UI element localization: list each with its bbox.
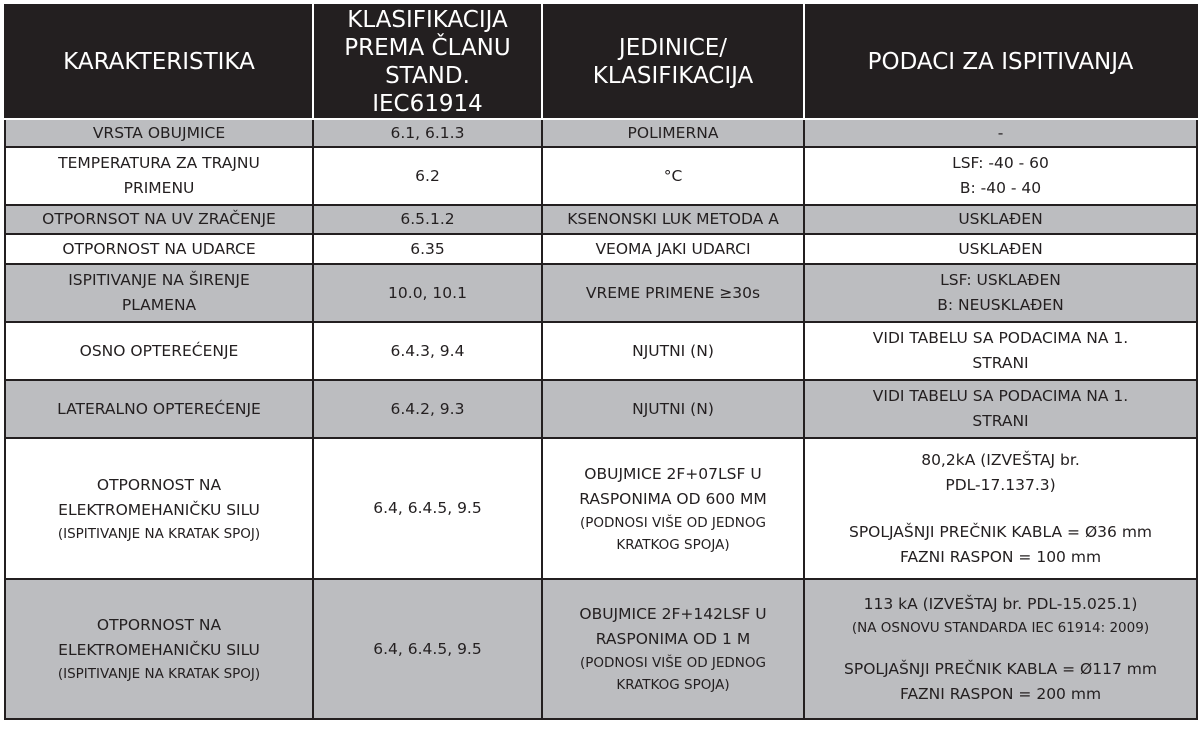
clause-cell: 6.35 xyxy=(313,234,542,264)
characteristic-text: PLAMENA xyxy=(121,296,197,314)
header-clause: KLASIFIKACIJA PREMA ČLANU STAND. IEC61914 xyxy=(313,5,542,119)
characteristic-text: OTPORNSOT NA UV ZRAČENJE xyxy=(42,210,276,228)
data-text: B: NEUSKLAĐEN xyxy=(937,296,1064,314)
data-text: 113 kA (IZVEŠTAJ br. PDL-15.025.1) xyxy=(863,594,1138,613)
characteristic-cell xyxy=(5,119,313,147)
data-extra-text: FAZNI RASPON = 100 mm xyxy=(899,547,1102,566)
characteristic-text: ELEKTROMEHANIČKU SILU xyxy=(58,500,260,519)
data-text: - xyxy=(997,123,1004,142)
data-text: STRANI xyxy=(972,354,1029,372)
clause-cell: 6.4.3, 9.4 xyxy=(313,322,542,380)
unit-text: VREME PRIMENE ≥30s xyxy=(585,283,761,302)
data-cell xyxy=(804,119,1197,147)
characteristic-cell xyxy=(5,380,313,438)
characteristic-cell xyxy=(5,264,313,322)
unit-cell xyxy=(542,579,804,719)
unit-cell xyxy=(542,264,804,322)
characteristic-cell xyxy=(5,322,313,380)
data-cell xyxy=(804,234,1197,264)
unit-cell xyxy=(542,234,804,264)
unit-note: KRATKOG SPOJA) xyxy=(616,536,730,553)
data-text: 80,2kA (IZVEŠTAJ br. xyxy=(921,450,1080,469)
unit-note: (PODNOSI VIŠE OD JEDNOG xyxy=(579,514,766,531)
header-unit: JEDINICE/ KLASIFIKACIJA xyxy=(542,5,804,119)
clause-cell: 6.4, 6.4.5, 9.5 xyxy=(313,438,542,579)
data-text: PDL-17.137.3) xyxy=(945,475,1056,494)
specification-table xyxy=(4,4,1198,720)
clause-cell: 6.2 xyxy=(313,147,542,205)
characteristic-text: ISPITIVANJE NA ŠIRENJE xyxy=(68,271,250,289)
characteristic-text: OSNO OPTEREĆENJE xyxy=(79,341,239,360)
data-extra-text: SPOLJAŠNJI PREČNIK KABLA = Ø117 mm xyxy=(844,659,1157,678)
unit-text: OBUJMICE 2F+07LSF U xyxy=(584,464,762,483)
data-text: LSF: USKLAĐEN xyxy=(940,271,1061,289)
characteristic-cell xyxy=(5,438,313,579)
characteristic-text: OTPORNOST NA xyxy=(96,616,222,634)
characteristic-note: (ISPITIVANJE NA KRATAK SPOJ) xyxy=(57,666,261,682)
unit-cell xyxy=(542,438,804,579)
characteristic-text: PRIMENU xyxy=(123,179,195,197)
characteristic-cell xyxy=(5,205,313,234)
data-text: USKLAĐEN xyxy=(958,239,1043,258)
data-text: VIDI TABELU SA PODACIMA NA 1. xyxy=(872,329,1129,347)
data-text: VIDI TABELU SA PODACIMA NA 1. xyxy=(872,387,1129,405)
unit-note: (PODNOSI VIŠE OD JEDNOG xyxy=(579,655,766,671)
spacer xyxy=(809,639,1192,657)
unit-cell xyxy=(542,322,804,380)
data-text: STRANI xyxy=(972,412,1029,430)
unit-cell xyxy=(542,147,804,205)
data-extra-text: SPOLJAŠNJI PREČNIK KABLA = Ø36 mm xyxy=(848,522,1153,541)
characteristic-cell xyxy=(5,579,313,719)
unit-cell xyxy=(542,380,804,438)
data-cell xyxy=(804,264,1197,322)
unit-text: NJUTNI (N) xyxy=(632,341,714,360)
unit-text: KSENONSKI LUK METODA A xyxy=(567,210,779,228)
data-text: USKLAĐEN xyxy=(958,210,1043,228)
data-cell xyxy=(804,579,1197,719)
header-test-data: PODACI ZA ISPITIVANJA xyxy=(804,5,1197,119)
table-row xyxy=(5,119,1197,147)
characteristic-text: VRSTA OBUJMICE xyxy=(92,123,226,142)
unit-cell xyxy=(542,205,804,234)
unit-text: VEOMA JAKI UDARCI xyxy=(595,239,751,258)
unit-cell xyxy=(542,119,804,147)
table-row xyxy=(5,205,1197,234)
data-cell xyxy=(804,205,1197,234)
characteristic-cell xyxy=(5,234,313,264)
clause-cell: 6.4.2, 9.3 xyxy=(313,380,542,438)
characteristic-text: ELEKTROMEHANIČKU SILU xyxy=(58,641,260,659)
unit-text: RASPONIMA OD 600 MM xyxy=(579,489,767,508)
table-row xyxy=(5,147,1197,205)
data-note: (NA OSNOVU STANDARDA IEC 61914: 2009) xyxy=(851,619,1150,636)
unit-text: °C xyxy=(663,166,683,185)
characteristic-text: TEMPERATURA ZA TRAJNU xyxy=(58,154,260,172)
unit-text: RASPONIMA OD 1 M xyxy=(595,630,751,648)
data-cell xyxy=(804,380,1197,438)
header-characteristic: KARAKTERISTIKA xyxy=(5,5,313,119)
spacer xyxy=(809,498,1192,520)
data-cell xyxy=(804,438,1197,579)
characteristic-text: OTPORNOST NA xyxy=(96,475,222,494)
unit-text: NJUTNI (N) xyxy=(632,399,714,418)
characteristic-note: (ISPITIVANJE NA KRATAK SPOJ) xyxy=(57,525,261,542)
data-text: LSF: -40 - 60 xyxy=(952,154,1049,172)
clause-cell: 6.4, 6.4.5, 9.5 xyxy=(313,579,542,719)
data-cell xyxy=(804,147,1197,205)
unit-note: KRATKOG SPOJA) xyxy=(616,677,730,693)
characteristic-text: OTPORNOST NA UDARCE xyxy=(62,239,256,258)
table-row xyxy=(5,438,1197,579)
table-row xyxy=(5,234,1197,264)
data-extra-text: FAZNI RASPON = 200 mm xyxy=(899,684,1102,703)
unit-text: OBUJMICE 2F+142LSF U xyxy=(579,605,767,623)
characteristic-text: LATERALNO OPTEREĆENJE xyxy=(57,399,261,418)
data-text: B: -40 - 40 xyxy=(959,179,1042,197)
data-cell xyxy=(804,322,1197,380)
clause-cell: 10.0, 10.1 xyxy=(313,264,542,322)
clause-cell: 6.5.1.2 xyxy=(313,205,542,234)
unit-text: POLIMERNA xyxy=(627,123,719,142)
header-row xyxy=(5,5,1197,119)
table-row xyxy=(5,579,1197,719)
table-row xyxy=(5,322,1197,380)
characteristic-cell xyxy=(5,147,313,205)
table-row xyxy=(5,264,1197,322)
clause-cell: 6.1, 6.1.3 xyxy=(313,119,542,147)
table-row xyxy=(5,380,1197,438)
